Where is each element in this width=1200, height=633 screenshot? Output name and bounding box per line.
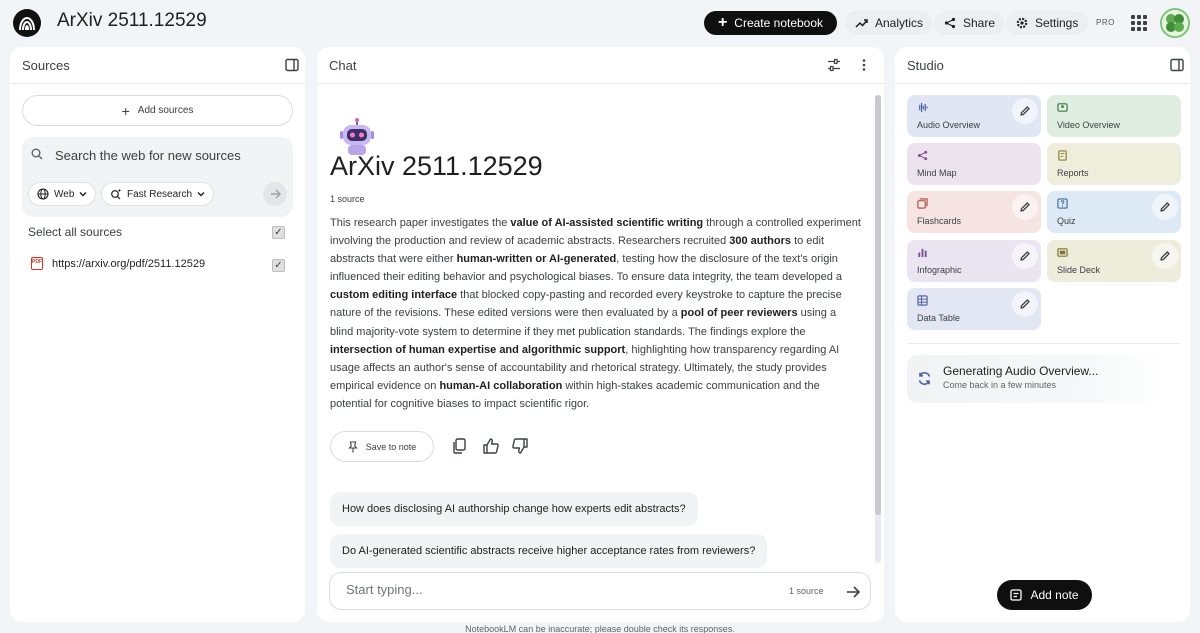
settings-button[interactable] (1006, 11, 1088, 35)
edit-icon[interactable] (1012, 243, 1038, 269)
studio-tile-label: Data Table (917, 313, 960, 323)
chevron-down-icon (79, 191, 87, 197)
save-to-note-button[interactable] (330, 431, 434, 462)
arrow-right-icon (270, 189, 281, 199)
chat-scroll-thumb[interactable] (875, 95, 881, 515)
gear-icon (1016, 17, 1028, 29)
avatar[interactable] (1160, 8, 1190, 38)
chat-panel (317, 47, 884, 622)
select-all-checkbox[interactable]: ✓ (272, 226, 285, 239)
summary-highlight: human-written or AI-generated (456, 253, 617, 266)
analytics-label: Analytics (875, 16, 924, 30)
summary-text: This research paper investigates the (330, 217, 511, 229)
notebook-heading: ArXiv 2511.12529 (330, 151, 543, 181)
edit-icon[interactable] (1012, 194, 1038, 220)
web-source-dropdown[interactable] (28, 182, 96, 206)
notebook-summary (330, 214, 862, 413)
collapse-panel-icon[interactable] (1170, 58, 1184, 72)
edit-icon[interactable] (1012, 291, 1038, 317)
infographic-icon (917, 247, 928, 258)
pro-badge: PRO (1096, 18, 1115, 27)
studio-tile-data-table[interactable] (907, 288, 1041, 330)
analytics-button[interactable] (845, 11, 933, 35)
send-button[interactable] (842, 581, 864, 603)
notebook-title[interactable]: ArXiv 2511.12529 (57, 10, 207, 31)
chat-input[interactable] (346, 582, 746, 597)
add-sources-button[interactable] (22, 95, 293, 126)
divider (907, 343, 1180, 344)
studio-tile-slide-deck[interactable] (1047, 240, 1181, 282)
collapse-panel-icon[interactable] (285, 58, 299, 72)
studio-tile-label: Mind Map (917, 168, 957, 178)
research-mode-dropdown[interactable] (101, 182, 214, 206)
disclaimer-footer: NotebookLM can be inaccurate; please double check its responses. (465, 624, 735, 633)
input-source-count: 1 source (789, 586, 824, 596)
sources-header (10, 47, 305, 84)
summary-text: , testing how the disclosure of the text's origin influenced their editing behavior and psychological biases. To ensure data integrity, the team developed a (330, 253, 843, 284)
chat-title: Chat (329, 58, 357, 73)
flashcards-icon (917, 198, 928, 209)
top-bar (0, 0, 1200, 46)
summary-text: , highlighting how transparency regarding AI usage affects an author's sense of accountability and rhetorical strategy. Ultimately, the study provides empirical evidence on (330, 343, 840, 392)
plus-icon: + (717, 14, 728, 31)
generating-title: Generating Audio Overview... (943, 364, 1099, 378)
suggested-question[interactable]: How does disclosing AI authorship change how experts edit abstracts? (330, 492, 698, 526)
settings-label: Settings (1035, 16, 1079, 30)
source-count: 1 source (330, 194, 365, 204)
generating-subtitle: Come back in a few minutes (943, 380, 1057, 390)
quiz-icon (1057, 198, 1068, 209)
add-note-button[interactable] (997, 580, 1092, 610)
thumbs-up-icon[interactable] (482, 437, 500, 455)
create-notebook-button[interactable] (704, 11, 837, 35)
share-label: Share (963, 16, 996, 30)
studio-tile-label: Slide Deck (1057, 265, 1101, 275)
edit-icon[interactable] (1152, 243, 1178, 269)
chevron-down-icon (197, 191, 205, 197)
data-table-icon (917, 295, 928, 306)
share-button[interactable] (934, 11, 1005, 35)
web-search-input[interactable]: Search the web for new sources (55, 148, 241, 163)
summary-highlight: human-AI collaboration (439, 379, 563, 392)
create-notebook-label: Create notebook (734, 16, 824, 30)
summary-highlight: value of AI-assisted scientific writing (510, 217, 704, 229)
generating-status-card (907, 355, 1167, 403)
studio-title: Studio (907, 58, 944, 73)
studio-tile-video-overview[interactable] (1047, 95, 1181, 137)
edit-icon[interactable] (1012, 98, 1038, 124)
reports-icon (1057, 150, 1068, 161)
studio-tile-label: Flashcards (917, 216, 962, 226)
studio-tile-label: Infographic (917, 265, 962, 275)
studio-tile-label: Audio Overview (917, 120, 981, 130)
sources-panel (10, 47, 305, 622)
source-item-label: https://arxiv.org/pdf/2511.12529 (52, 258, 206, 270)
tune-icon[interactable] (827, 58, 841, 72)
globe-icon (37, 188, 49, 200)
apps-grid-icon[interactable] (1131, 15, 1147, 31)
studio-tile-infographic[interactable] (907, 240, 1041, 282)
summary-highlight: 300 authors (729, 235, 792, 248)
sync-icon (917, 371, 932, 386)
trending-up-icon (855, 18, 868, 28)
save-to-note-label: Save to note (365, 441, 417, 452)
chat-input-box (329, 572, 871, 610)
more-vert-icon[interactable] (857, 58, 871, 72)
summary-text: that blocked copy-pasting and recorded every keystroke to capture the precise nature of the revisions. These edited versions were then evaluated by a (330, 289, 842, 320)
copy-icon[interactable] (451, 437, 469, 455)
submit-search-button[interactable] (263, 182, 287, 206)
plus-icon: + (121, 102, 130, 119)
studio-panel (895, 47, 1190, 622)
summary-highlight: custom editing interface (330, 289, 458, 302)
studio-tile-label: Video Overview (1057, 120, 1120, 130)
summary-text: using a blind majority-vote system to determine if they met publication standards. The findings explore the (330, 307, 837, 338)
thumbs-down-icon[interactable] (511, 437, 529, 455)
note-icon (1010, 589, 1022, 601)
pdf-icon: PDF (31, 257, 43, 270)
pin-icon (348, 441, 358, 453)
summary-highlight: pool of peer reviewers (680, 307, 798, 320)
summary-text: through a controlled experiment involving the production and review of academic abstracts. Researchers recruited (330, 217, 861, 248)
studio-tile-audio-overview[interactable] (907, 95, 1041, 137)
research-sparkle-icon (110, 188, 122, 200)
chat-header (317, 47, 884, 84)
studio-tile-label: Reports (1057, 168, 1089, 178)
mind-map-icon (917, 150, 928, 161)
research-chip-label: Fast Research (127, 188, 193, 200)
video-icon (1057, 102, 1068, 113)
source-item-checkbox[interactable]: ✓ (272, 259, 285, 272)
studio-tile-reports[interactable] (1047, 143, 1181, 185)
add-note-label: Add note (1030, 588, 1079, 602)
select-all-label: Select all sources (28, 225, 123, 239)
waveform-icon (917, 102, 928, 113)
slide-deck-icon (1057, 247, 1068, 258)
sources-title: Sources (22, 58, 70, 73)
edit-icon[interactable] (1152, 194, 1178, 220)
notebooklm-logo-icon[interactable] (13, 9, 41, 37)
web-chip-label: Web (54, 188, 75, 200)
studio-tile-flashcards[interactable] (907, 191, 1041, 233)
studio-tile-quiz[interactable] (1047, 191, 1181, 233)
suggested-question[interactable]: Do AI-generated scientific abstracts receive higher acceptance rates from reviewers? (330, 534, 767, 568)
studio-tile-label: Quiz (1057, 216, 1076, 226)
share-icon (944, 17, 956, 29)
studio-tile-mind-map[interactable] (907, 143, 1041, 185)
studio-header (895, 47, 1190, 84)
search-icon (31, 148, 43, 160)
add-sources-label: Add sources (137, 105, 194, 116)
summary-highlight: intersection of human expertise and algorithmic support (330, 343, 626, 356)
web-search-box (22, 137, 293, 217)
arrow-right-icon (846, 586, 860, 598)
summary-text: within high-stakes academic communication and the potential for cognitive biases to impact scientific rigor. (330, 379, 820, 410)
chat-scrollbar[interactable] (875, 95, 881, 563)
summary-text: to edit abstracts that were either (330, 235, 825, 266)
